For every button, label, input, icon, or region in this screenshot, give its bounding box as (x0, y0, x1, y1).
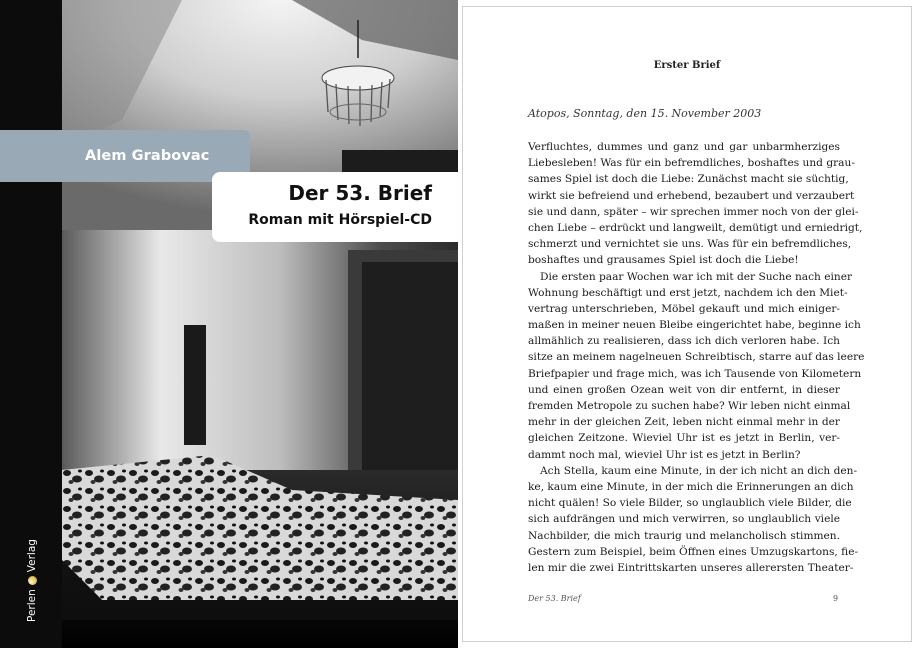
book-subtitle: Roman mit Hörspiel-CD (248, 212, 432, 228)
bedroom-photo (62, 0, 458, 648)
text-page (462, 6, 912, 642)
book-title: Der 53. Brief (288, 181, 432, 205)
text-line: Liebesleben! Was für ein befremdliches, boshaftes und grau- (528, 157, 855, 170)
text-line: wirkt sie befreiend und erhebend, bezaubert und verzaubert (528, 189, 855, 202)
text-line: len mir die zwei Eintrittskarten unseres allerersten Theater- (528, 561, 854, 574)
text-line: sames Spiel ist doch die Liebe: Zunächst macht sie süchtig, (528, 173, 849, 186)
running-footer-title: Der 53. Brief (528, 594, 581, 603)
text-line: Ach Stella, kaum eine Minute, in der ich nicht an dich den- (540, 464, 858, 477)
text-line: sitze an meinem nagelneuen Schreibtisch, starre auf das leere (528, 351, 865, 364)
text-line: gleichen Zeitzone. Wieviel Uhr ist es jetzt in Berlin, ver- (528, 432, 840, 445)
text-line: Gestern zum Beispiel, beim Öffnen eines Umzugskartons, fie- (528, 545, 859, 558)
letter-dateline: Atopos, Sonntag, den 15. November 2003 (528, 107, 762, 120)
chapter-heading: Erster Brief (653, 60, 721, 71)
pearl-icon (28, 576, 37, 585)
text-line: Briefpapier und frage mich, was ich Tausende von Kilometern (528, 367, 862, 380)
text-line: Die ersten paar Wochen war ich mit der Suche nach einer (540, 270, 853, 283)
text-line: chen Liebe – erdrückt und langweilt, demütigt und erniedrigt, (528, 221, 863, 234)
text-line: sich aufdrängen und mich verwirren, so unglaublich viele (528, 513, 840, 526)
publisher-logo (26, 539, 38, 622)
publisher-name-right: Verlag (26, 539, 38, 573)
author-name: Alem Grabovac (85, 148, 210, 164)
text-line: sie und dann, später – wir sprechen immer noch von der glei- (528, 205, 859, 218)
publisher-name-left: Perlen (26, 589, 38, 622)
text-line: boshaftes und grausames Spiel ist doch die Liebe! (528, 254, 799, 267)
letter-body (528, 139, 865, 576)
text-line: ke, kaum eine Minute, in der mich die Erinnerungen an dich (528, 480, 854, 493)
text-line: nicht quälen! So viele Bilder, so unglaublich viele Bilder, die (528, 497, 852, 510)
text-line: allmählich zu realisieren, dass ich dich verloren habe. Ich (528, 335, 840, 348)
text-line: Wohnung beschäftigt und erst jetzt, nachdem ich den Miet- (528, 286, 848, 299)
text-line: fremden Metropole zu suchen habe? Wir leben nicht einmal (528, 400, 851, 412)
text-line: und einen großen Ozean weit von dir entfernt, in dieser (528, 383, 840, 396)
page-number: 9 (833, 594, 839, 603)
text-line: vertrag unterschrieben, Möbel gekauft und mich einiger- (528, 302, 840, 315)
text-line: dammt noch mal, wieviel Uhr ist es jetzt in Berlin? (528, 448, 801, 461)
text-line: schmerzt und vernichtet sie uns. Was für ein befremdliches, (528, 238, 852, 251)
bedroom-photo-illustration (62, 0, 458, 648)
text-line: maßen in meiner neuen Bleibe eingerichtet habe, beginne ich (528, 319, 861, 332)
text-line: mehr in der gleichen Zeit, leben nicht einmal mehr in der (528, 416, 840, 429)
text-line: Nachbilder, die mich traurig und melancholisch stimmen. (528, 529, 840, 542)
text-line: Verfluchtes, dummes und ganz und gar unbarmherziges (528, 141, 840, 153)
